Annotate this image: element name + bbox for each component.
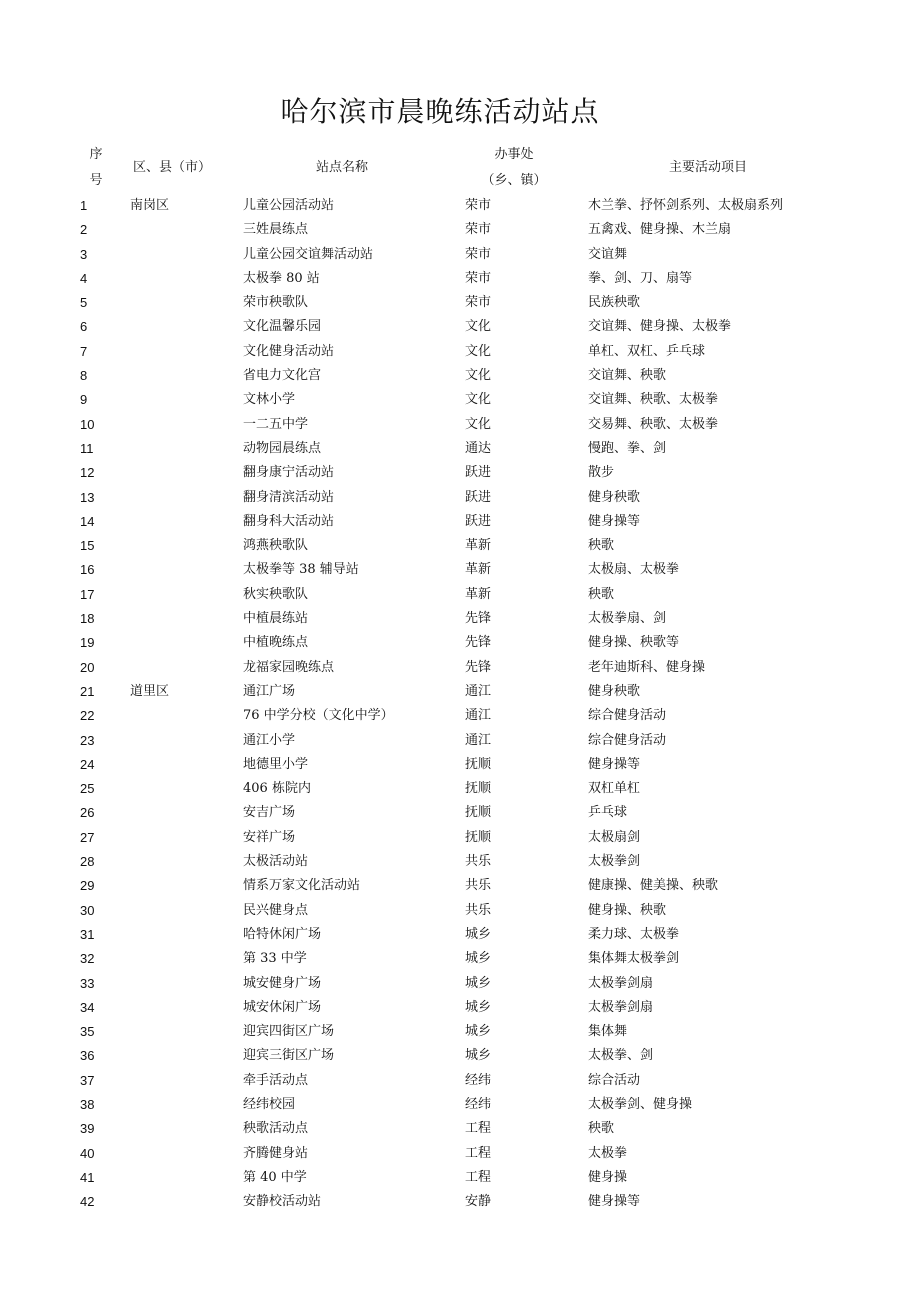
header-no-line2: 号 (89, 173, 103, 188)
row-office: 工程 (465, 1169, 492, 1185)
table-body (0, 194, 920, 1214)
row-site-name: 城安休闲广场 (243, 999, 322, 1015)
row-activities: 交谊舞、健身操、太极拳 (588, 319, 732, 335)
row-activities: 综合活动 (588, 1072, 641, 1088)
row-number: 19 (80, 635, 95, 651)
row-office: 城乡 (465, 1048, 492, 1064)
table-row (0, 729, 920, 753)
header-district-label: 区、县（市） (132, 160, 211, 175)
row-site-name: 迎宾三街区广场 (243, 1048, 335, 1064)
row-site-name: 翻身康宁活动站 (243, 465, 335, 481)
row-office: 先锋 (465, 635, 492, 651)
table-row (0, 364, 920, 388)
table-row (0, 218, 920, 242)
table-row (0, 1117, 920, 1141)
row-site-name: 省电力文化宫 (243, 368, 322, 384)
row-number: 35 (80, 1024, 95, 1040)
row-activities: 综合健身活动 (588, 708, 667, 724)
row-number: 36 (80, 1048, 95, 1064)
row-site-name: 民兴健身点 (243, 902, 309, 918)
row-number: 14 (80, 513, 95, 529)
row-site-name: 哈特休闲广场 (243, 926, 322, 942)
row-office: 城乡 (465, 951, 492, 967)
row-office: 跃进 (465, 489, 492, 505)
row-office: 通江 (465, 683, 492, 699)
row-site-name: 地德里小学 (243, 756, 309, 772)
row-activities: 五禽戏、健身操、木兰扇 (588, 222, 732, 238)
row-number: 42 (80, 1194, 95, 1210)
row-number: 21 (80, 683, 95, 699)
row-site-name: 太极拳等 38 辅导站 (243, 562, 359, 578)
row-site-name: 中植晚练点 (243, 635, 309, 651)
row-number: 12 (80, 465, 95, 481)
row-site-name: 翻身科大活动站 (243, 513, 335, 529)
row-activities: 秧歌 (588, 586, 615, 602)
row-site-name: 安吉广场 (243, 805, 296, 821)
header-office-line2: （乡、镇） (481, 173, 547, 188)
row-activities: 木兰拳、抒怀剑系列、太极扇系列 (588, 198, 784, 213)
row-activities: 太极扇、太极拳 (588, 562, 680, 578)
header-activities-label: 主要活动项目 (668, 160, 747, 175)
row-number: 17 (80, 586, 95, 602)
row-activities: 集体舞 (588, 1024, 628, 1040)
row-site-name: 秧歌活动点 (243, 1121, 309, 1137)
header-office-line1: 办事处 (494, 147, 534, 162)
table-row (0, 1166, 920, 1190)
row-activities: 拳、剑、刀、扇等 (588, 270, 693, 286)
row-office: 抚顺 (465, 829, 492, 845)
row-number: 7 (80, 343, 88, 359)
row-activities: 太极拳剑 (588, 854, 641, 870)
row-activities: 慢跑、拳、剑 (588, 440, 667, 456)
row-site-name: 一二五中学 (243, 416, 309, 432)
row-site-name: 齐腾健身站 (243, 1145, 309, 1161)
row-site-name: 文化温馨乐园 (243, 319, 322, 335)
row-office: 跃进 (465, 513, 492, 529)
row-office: 工程 (465, 1145, 492, 1161)
row-number: 32 (80, 951, 95, 967)
row-district: 南岗区 (130, 198, 170, 213)
row-site-name: 通江小学 (243, 732, 296, 748)
row-number: 6 (80, 319, 88, 335)
row-number: 20 (80, 659, 95, 675)
table-row (0, 656, 920, 680)
row-office: 荣市 (465, 295, 492, 311)
page-title: 哈尔滨市晨晚练活动站点 (280, 95, 600, 128)
row-number: 23 (80, 732, 95, 748)
row-site-name: 经纬校园 (243, 1096, 296, 1112)
row-site-name: 秋实秧歌队 (243, 586, 309, 602)
row-activities: 交谊舞、秧歌 (588, 368, 667, 384)
row-number: 41 (80, 1169, 95, 1185)
row-number: 18 (80, 611, 95, 627)
row-activities: 柔力球、太极拳 (588, 926, 680, 942)
table-row (0, 558, 920, 582)
table-row (0, 1069, 920, 1093)
row-activities: 健身操等 (588, 1194, 641, 1210)
table-row (0, 267, 920, 291)
row-office: 文化 (465, 343, 492, 359)
row-activities: 太极拳扇、剑 (588, 611, 667, 627)
row-office: 文化 (465, 319, 492, 335)
row-office: 文化 (465, 368, 492, 384)
row-site-name: 安祥广场 (243, 829, 296, 845)
row-number: 29 (80, 878, 95, 894)
row-number: 33 (80, 975, 95, 991)
table-row (0, 850, 920, 874)
row-site-name: 鸿燕秧歌队 (243, 538, 309, 554)
row-office: 通江 (465, 732, 492, 748)
row-site-name: 76 中学分校（文化中学） (243, 708, 394, 724)
row-number: 1 (80, 198, 88, 213)
table-row (0, 461, 920, 485)
row-activities: 健康操、健美操、秧歌 (588, 878, 719, 894)
table-row (0, 291, 920, 315)
row-office: 通达 (465, 440, 492, 456)
row-office: 革新 (465, 538, 492, 554)
row-number: 9 (80, 392, 88, 408)
row-site-name: 文化健身活动站 (243, 343, 335, 359)
row-site-name: 儿童公园交谊舞活动站 (243, 246, 374, 262)
row-site-name: 文林小学 (243, 392, 296, 408)
table-row (0, 899, 920, 923)
row-activities: 健身操 (588, 1169, 628, 1185)
table-header (0, 142, 920, 194)
row-site-name: 安静校活动站 (243, 1194, 322, 1210)
row-activities: 太极拳剑、健身操 (588, 1096, 693, 1112)
header-district (128, 142, 216, 194)
row-activities: 综合健身活动 (588, 732, 667, 748)
row-number: 30 (80, 902, 95, 918)
row-site-name: 迎宾四街区广场 (243, 1024, 335, 1040)
row-number: 5 (80, 295, 88, 311)
row-number: 11 (80, 440, 94, 456)
row-office: 抚顺 (465, 781, 492, 797)
row-activities: 散步 (588, 465, 615, 481)
row-office: 共乐 (465, 854, 492, 870)
row-office: 革新 (465, 562, 492, 578)
header-site-label: 站点名称 (315, 160, 368, 175)
row-number: 27 (80, 829, 95, 845)
row-activities: 单杠、双杠、乒乓球 (588, 343, 706, 359)
row-number: 37 (80, 1072, 95, 1088)
row-office: 通江 (465, 708, 492, 724)
row-number: 31 (80, 926, 95, 942)
row-number: 34 (80, 999, 95, 1015)
table-row (0, 315, 920, 339)
row-number: 26 (80, 805, 95, 821)
row-office: 城乡 (465, 999, 492, 1015)
row-office: 跃进 (465, 465, 492, 481)
row-activities: 太极拳剑扇 (588, 975, 654, 991)
row-site-name: 城安健身广场 (243, 975, 322, 991)
table-row (0, 243, 920, 267)
row-office: 先锋 (465, 611, 492, 627)
row-activities: 交谊舞、秧歌、太极拳 (588, 392, 719, 408)
table-row (0, 777, 920, 801)
table-row (0, 1142, 920, 1166)
row-site-name: 中植晨练站 (243, 611, 309, 627)
header-office (470, 142, 558, 194)
row-site-name: 第 33 中学 (243, 951, 307, 967)
row-activities: 乒乓球 (588, 805, 628, 821)
row-site-name: 儿童公园活动站 (243, 198, 335, 213)
row-office: 抚顺 (465, 805, 492, 821)
table-row (0, 534, 920, 558)
table-row (0, 826, 920, 850)
row-site-name: 太极活动站 (243, 854, 309, 870)
table-row (0, 1093, 920, 1117)
row-number: 40 (80, 1145, 95, 1161)
row-office: 先锋 (465, 659, 492, 675)
row-activities: 健身操、秧歌等 (588, 635, 680, 651)
table-row (0, 510, 920, 534)
row-number: 16 (80, 562, 95, 578)
row-activities: 太极扇剑 (588, 829, 641, 845)
row-office: 安静 (465, 1194, 492, 1210)
row-site-name: 动物园晨练点 (243, 440, 322, 456)
table-row (0, 607, 920, 631)
row-activities: 双杠单杠 (588, 781, 641, 797)
row-number: 15 (80, 538, 95, 554)
row-number: 24 (80, 756, 95, 772)
row-site-name: 翻身清滨活动站 (243, 489, 335, 505)
row-office: 文化 (465, 392, 492, 408)
row-number: 8 (80, 368, 88, 384)
row-activities: 秧歌 (588, 1121, 615, 1137)
row-activities: 交谊舞 (588, 246, 628, 262)
row-number: 2 (80, 222, 88, 238)
row-office: 荣市 (465, 198, 492, 213)
row-office: 工程 (465, 1121, 492, 1137)
row-office: 经纬 (465, 1072, 492, 1088)
row-site-name: 三姓晨练点 (243, 222, 309, 238)
row-site-name: 荣市秧歌队 (243, 295, 309, 311)
row-number: 38 (80, 1096, 95, 1112)
header-no (80, 142, 112, 194)
table-row (0, 340, 920, 364)
row-activities: 太极拳、剑 (588, 1048, 654, 1064)
table-row (0, 583, 920, 607)
row-number: 25 (80, 781, 95, 797)
table-row (0, 631, 920, 655)
row-activities: 民族秧歌 (588, 295, 641, 311)
row-activities: 太极拳 (588, 1145, 628, 1161)
row-number: 13 (80, 489, 95, 505)
row-office: 抚顺 (465, 756, 492, 772)
row-office: 荣市 (465, 270, 492, 286)
row-site-name: 通江广场 (243, 683, 296, 699)
table-row (0, 486, 920, 510)
header-no-line1: 序 (89, 147, 103, 162)
table-row (0, 801, 920, 825)
table-row (0, 704, 920, 728)
row-number: 39 (80, 1121, 95, 1137)
row-site-name: 情系万家文化活动站 (243, 878, 361, 894)
header-activities (650, 142, 766, 194)
table-row (0, 996, 920, 1020)
row-number: 4 (80, 270, 88, 286)
table-row (0, 388, 920, 412)
table-row (0, 680, 920, 704)
row-number: 10 (80, 416, 95, 432)
row-activities: 秧歌 (588, 538, 615, 554)
row-site-name: 牵手活动点 (243, 1072, 309, 1088)
table-row (0, 1044, 920, 1068)
table-row (0, 972, 920, 996)
row-number: 28 (80, 854, 95, 870)
header-site (300, 142, 384, 194)
row-number: 3 (80, 246, 88, 262)
row-office: 城乡 (465, 926, 492, 942)
row-office: 荣市 (465, 222, 492, 238)
row-office: 共乐 (465, 878, 492, 894)
row-office: 文化 (465, 416, 492, 432)
row-district: 道里区 (130, 683, 170, 699)
table-row (0, 437, 920, 461)
table-row (0, 194, 920, 218)
row-number: 22 (80, 708, 95, 724)
row-activities: 健身秧歌 (588, 489, 641, 505)
table-row (0, 874, 920, 898)
row-site-name: 太极拳 80 站 (243, 270, 320, 286)
table-row (0, 923, 920, 947)
table-row (0, 947, 920, 971)
row-office: 经纬 (465, 1096, 492, 1112)
row-office: 城乡 (465, 975, 492, 991)
row-office: 革新 (465, 586, 492, 602)
row-site-name: 第 40 中学 (243, 1169, 307, 1185)
row-activities: 健身操、秧歌 (588, 902, 667, 918)
row-activities: 健身操等 (588, 513, 641, 529)
row-activities: 太极拳剑扇 (588, 999, 654, 1015)
row-site-name: 龙福家园晚练点 (243, 659, 335, 675)
row-activities: 老年迪斯科、健身操 (588, 659, 706, 675)
table-row (0, 753, 920, 777)
table-row (0, 1020, 920, 1044)
row-activities: 健身秧歌 (588, 683, 641, 699)
row-site-name: 406 栋院内 (243, 781, 311, 797)
row-office: 城乡 (465, 1024, 492, 1040)
row-office: 共乐 (465, 902, 492, 918)
row-office: 荣市 (465, 246, 492, 262)
row-activities: 集体舞太极拳剑 (588, 951, 680, 967)
table-row (0, 413, 920, 437)
row-activities: 健身操等 (588, 756, 641, 772)
table-row (0, 1190, 920, 1214)
row-activities: 交易舞、秧歌、太极拳 (588, 416, 719, 432)
